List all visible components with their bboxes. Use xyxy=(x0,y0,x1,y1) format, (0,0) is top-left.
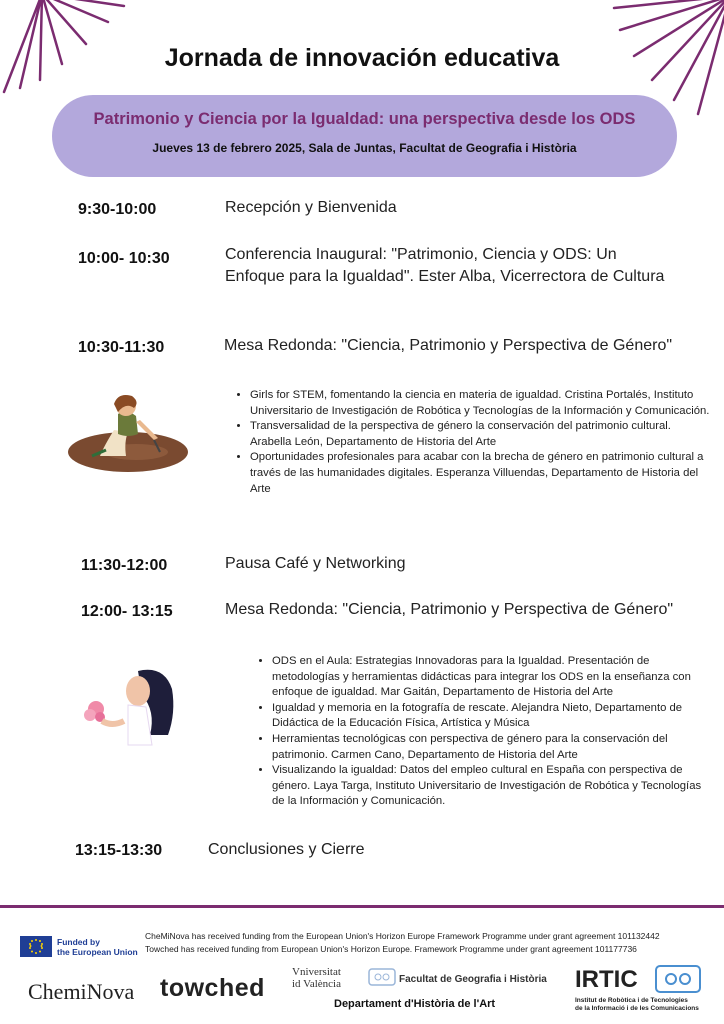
list-item: • Transversalidad de la perspectiva de género la conservación del patrimonio cultural. Arabella León, Departamento de Historia del Arte xyxy=(250,419,710,450)
cheminova-logo-part1: Chemi xyxy=(28,979,87,1004)
schedule-time: 11:30-12:00 xyxy=(81,557,168,574)
faculty-name: Facultat de Geografia i Història xyxy=(399,974,547,985)
panel-list-1 xyxy=(232,388,710,497)
list-item: • Girls for STEM, fomentando la ciencia en materia de igualdad. Cristina Portalés, Instituto Universitario de Investigación de Robótica y Tecnologías de la Información y Comunicación. xyxy=(250,388,710,419)
event-date-place: Jueves 13 de febrero 2025, Sala de Juntas, Facultat de Geografia i Història xyxy=(152,141,577,155)
schedule-title: Conferencia Inaugural: "Patrimonio, Ciencia y ODS: Un Enfoque para la Igualdad". Ester Alba, Vicerrectora de Cultura xyxy=(225,246,665,285)
list-item: • Visualizando la igualdad: Datos del empleo cultural en España con perspectiva de género. Laya Targa, Instituto Universitario de Investigación de Robótica y Tecnologías de la Información y Comunicación. xyxy=(272,763,716,810)
schedule-time: 13:15-13:30 xyxy=(75,842,163,859)
funding-line: CheMiNova has received funding from the European Union's Horizon Europe Framework Programme under grant agreement 101132442 xyxy=(145,931,660,941)
eu-funding-label xyxy=(57,937,138,957)
cheminova-logo xyxy=(28,979,134,1005)
schedule-time: 9:30-10:00 xyxy=(78,201,157,218)
uv-logo-line1: Vniversitat xyxy=(292,966,341,978)
schedule-time: 12:00- 13:15 xyxy=(81,603,173,620)
woman-flower-illustration xyxy=(76,665,186,750)
footer-divider xyxy=(0,905,724,908)
panel-list-2 xyxy=(254,654,716,810)
page-title: Jornada de innovación educativa xyxy=(164,44,560,72)
towched-logo: towched xyxy=(160,974,265,1002)
list-item: • Oportunidades profesionales para acabar con la brecha de género en patrimonio cultural a través de las humanidades digitales. Esperanza Villuendas, Departamento de Historia del Arte xyxy=(250,450,710,497)
schedule-time: 10:00- 10:30 xyxy=(78,250,170,267)
eu-label-line1: Funded by xyxy=(57,937,100,947)
schedule-title: Pausa Café y Networking xyxy=(225,555,406,572)
event-banner xyxy=(52,95,677,177)
eu-flag-icon xyxy=(20,936,52,957)
schedule-title: Conclusiones y Cierre xyxy=(208,841,365,858)
schedule-title: Recepción y Bienvenida xyxy=(225,199,397,216)
irtic-sub-line2: de la Informació i de les Comunicacions xyxy=(575,1004,699,1012)
list-item: • ODS en el Aula: Estrategias Innovadoras para la Igualdad. Presentación de metodologías y herramientas didácticas para integrar los ODS en la enseñanza con enfoque de igualdad. Mar Gaitán, Departamento de Historia del Arte xyxy=(272,654,716,701)
uv-logo-line2: id València xyxy=(292,978,341,990)
list-item: • Igualdad y memoria en la fotografía de rescate. Alejandra Nieto, Departamento de Didáctica de la Educación Física, Artística y Música xyxy=(272,701,716,732)
irtic-sub-line1: Institut de Robòtica i de Tecnologies xyxy=(575,997,688,1004)
event-subtitle: Patrimonio y Ciencia por la Igualdad: una perspectiva desde los ODS xyxy=(93,110,636,128)
eu-label-line2: the European Union xyxy=(57,947,138,957)
uv-logo xyxy=(292,966,341,990)
irtic-logo: IRTIC xyxy=(575,966,638,993)
woman-digging-illustration xyxy=(66,390,192,480)
funding-notice xyxy=(145,930,660,956)
uv-emblem-icon xyxy=(368,968,396,986)
list-item: • Herramientas tecnológicas con perspectiva de género para la conservación del patrimonio. Carmen Cano, Departamento de Historia del Arte xyxy=(272,732,716,763)
schedule-time: 10:30-11:30 xyxy=(78,339,165,356)
irtic-subtitle xyxy=(575,997,715,1012)
schedule-title: Mesa Redonda: "Ciencia, Patrimonio y Perspectiva de Género" xyxy=(225,601,674,618)
funding-line: Towched has received funding from European Union's Horizon Europe. Framework Programme under grant agreement 101177736 xyxy=(145,944,637,954)
irtic-emblem-icon xyxy=(655,965,701,993)
cheminova-logo-part2: Nova xyxy=(86,979,135,1004)
department-name: Departament d'Història de l'Art xyxy=(334,998,496,1010)
schedule-title: Mesa Redonda: "Ciencia, Patrimonio y Perspectiva de Género" xyxy=(224,337,673,354)
